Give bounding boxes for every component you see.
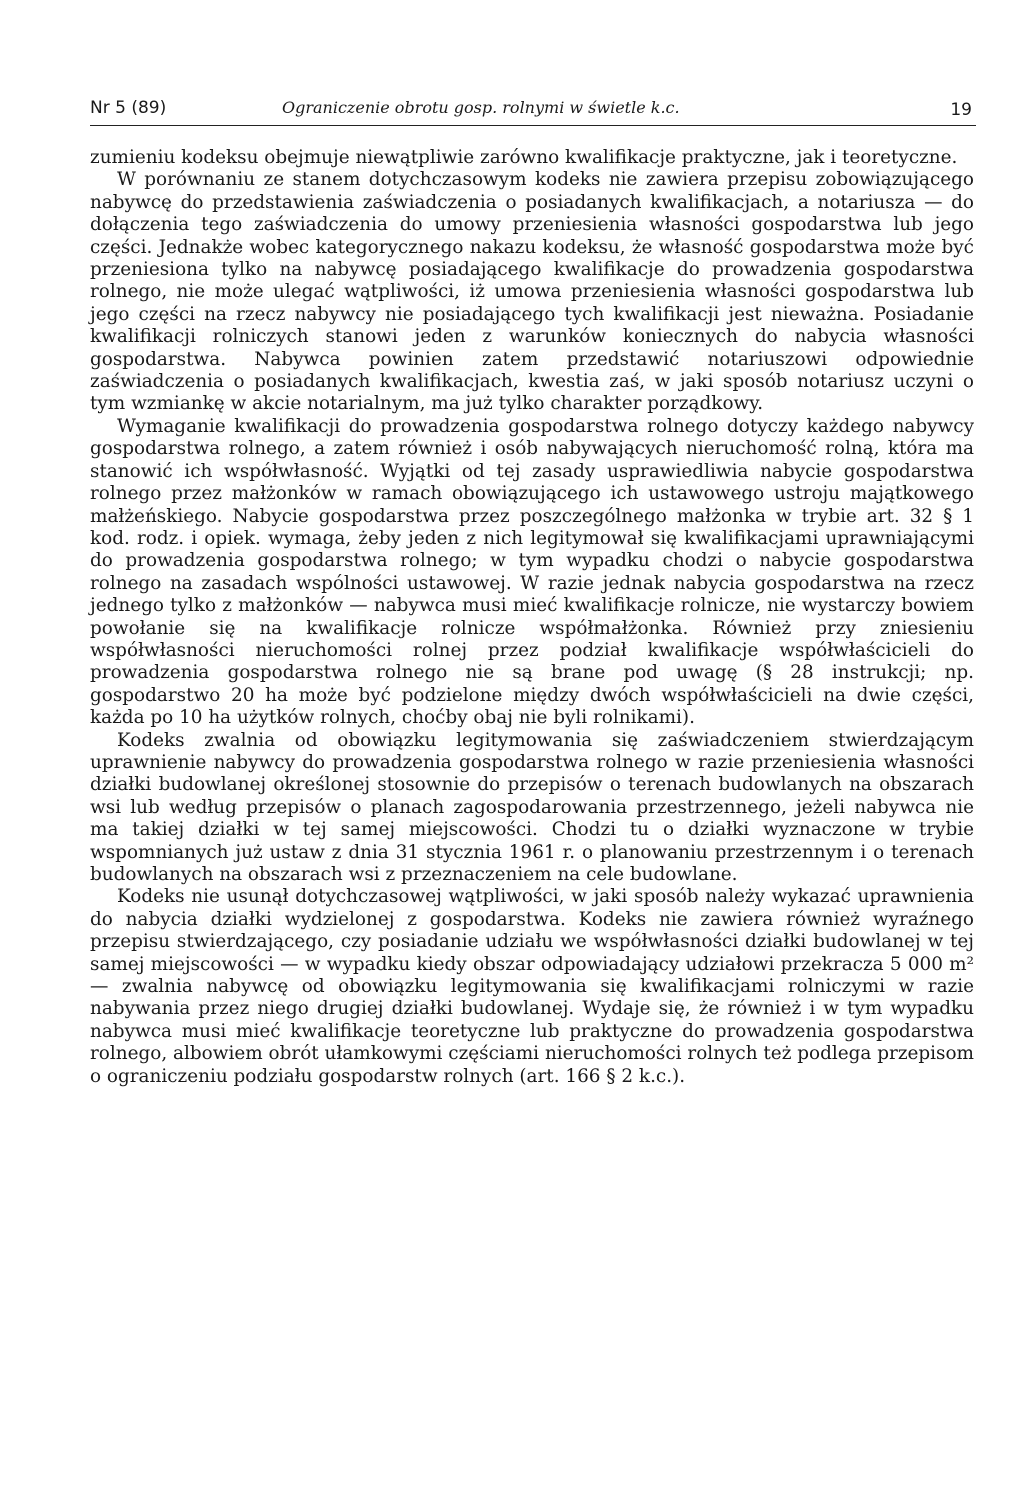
running-title: Ograniczenie obrotu gosp. rolnymi w świetle k.c.	[282, 98, 680, 117]
body-text	[90, 147, 974, 1088]
paragraph: Kodeks zwalnia od obowiązku legitymowania się zaświadczeniem stwierdzającym uprawnienie nabywcy do prowadzenia gospodarstwa rolnego w razie przeniesienia własności działki budowlanej określonej stosownie do przepisów o terenach budowlanych na obszarach wsi lub według przepisów o planach zagospodarowania przestrzennego, jeżeli nabywca nie ma takiej działki w tej samej miejscowości. Chodzi tu o działki wyznaczone w trybie wspomnianych już ustaw z dnia 31 stycznia 1961 r. o planowaniu przestrzennym i o terenach budowlanych na obszarach wsi z przeznaczeniem na cele budowlane.	[90, 729, 974, 885]
paragraph: Wymaganie kwalifikacji do prowadzenia gospodarstwa rolnego dotyczy każdego nabywcy gospodarstwa rolnego, a zatem również i osób nabywających nieruchomość rolną, która ma stanowić ich współwłasność. Wyjątki od tej zasady usprawiedliwia nabycie gospodarstwa rolnego przez małżonków w ramach obowiązującego ich ustawowego ustroju majątkowego małżeńskiego. Nabycie gospodarstwa przez poszczególnego małżonka w trybie art. 32 § 1 kod. rodz. i opiek. wymaga, żeby jeden z nich legitymował się kwalifikacjami uprawniającymi do prowadzenia gospodarstwa rolnego; w tym wypadku chodzi o nabycie gospodarstwa rolnego na zasadach wspólności ustawowej. W razie jednak nabycia gospodarstwa na rzecz jednego tylko z małżonków — nabywca musi mieć kwalifikacje rolnicze, nie wystarczy bowiem powołanie się na kwalifikacje rolnicze współmałżonka. Również przy zniesieniu współwłasności nieruchomości rolnej przez podział kwalifikacje współwłaścicieli do prowadzenia gospodarstwa rolnego nie są brane pod uwagę (§ 28 instrukcji; np. gospodarstwo 20 ha może być podzielone między dwóch współwłaścicieli na dwie części, każda po 10 ha użytków rolnych, choćby obaj nie byli rolnikami).	[90, 415, 974, 729]
paragraph: Kodeks nie usunął dotychczasowej wątpliwości, w jaki sposób należy wykazać uprawnienia do nabycia działki wydzielonej z gospodarstwa. Kodeks nie zawiera również wyraźnego przepisu stwierdzającego, czy posiadanie udziału we współwłasności działki budowlanej w tej samej miejscowości — w wypadku kiedy obszar odpowiadający udziałowi przekracza 5 000 m² — zwalnia nabywcę od obowiązku legitymowania się kwalifikacjami rolniczymi w razie nabywania przez niego drugiej działki budowlanej. Wydaje się, że również i w tym wypadku nabywca musi mieć kwalifikacje teoretyczne lub praktyczne do prowadzenia gospodarstwa rolnego, albowiem obrót ułamkowymi częściami nieruchomości rolnych też podlega przepisom o ograniczeniu podziału gospodarstw rolnych (art. 166 § 2 k.c.).	[90, 886, 974, 1087]
running-header	[90, 98, 974, 126]
page-number: 19	[950, 100, 972, 120]
issue-number: Nr 5 (89)	[90, 98, 167, 118]
header-rule	[90, 125, 976, 126]
paragraph: zumieniu kodeksu obejmuje niewątpliwie zarówno kwalifikacje praktyczne, jak i teoretyczne.	[90, 147, 958, 168]
paragraph: W porównaniu ze stanem dotychczasowym kodeks nie zawiera przepisu zobowiązującego nabywcę do przedstawienia zaświadczenia o posiadanych kwalifikacjach, a notariusza — do dołączenia tego zaświadczenia do umowy przeniesienia własności gospodarstwa lub jego części. Jednakże wobec kategorycznego nakazu kodeksu, że własność gospodarstwa może być przeniesiona tylko na nabywcę posiadającego kwalifikacje do prowadzenia gospodarstwa rolnego, nie może ulegać wątpliwości, iż umowa przeniesienia własności gospodarstwa lub jego części na rzecz nabywcy nie posiadającego tych kwalifikacji jest nieważna. Posiadanie kwalifikacji rolniczych stanowi jeden z warunków koniecznych do nabycia własności gospodarstwa. Nabywca powinien zatem przedstawić notariuszowi odpowiednie zaświadczenia o posiadanych kwalifikacjach, kwestia zaś, w jaki sposób notariusz uczyni o tym wzmiankę w akcie notarialnym, ma już tylko charakter porządkowy.	[90, 169, 974, 415]
